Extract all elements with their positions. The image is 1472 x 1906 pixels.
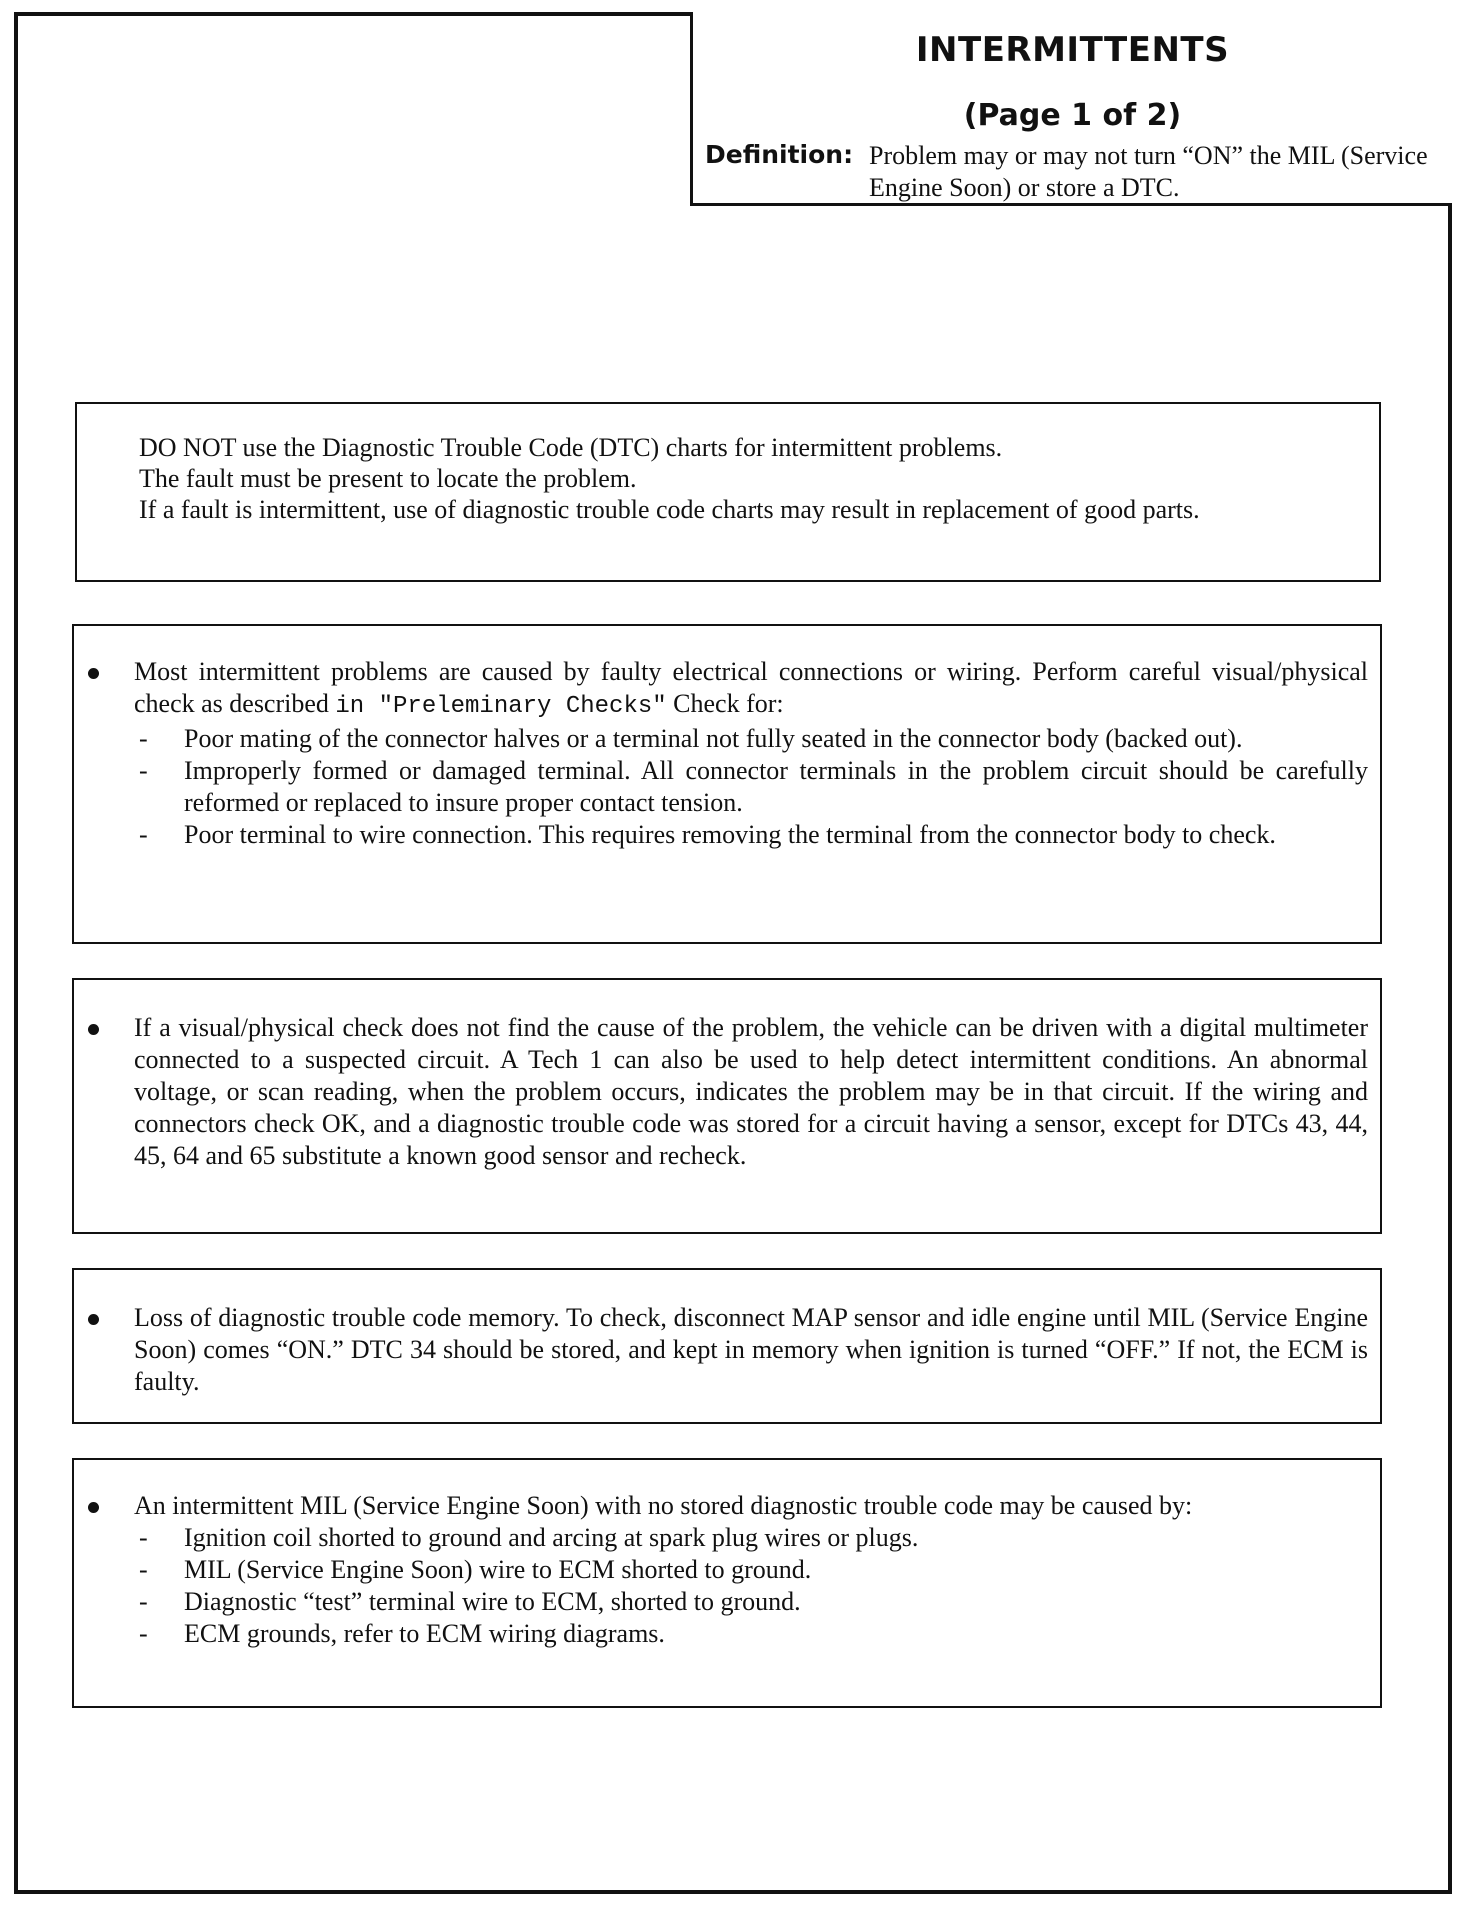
connections-section xyxy=(72,624,1382,944)
note-line-1: DO NOT use the Diagnostic Trouble Code (DTC) charts for intermittent problems. xyxy=(139,433,1003,462)
page-indicator: (Page 1 of 2) xyxy=(963,98,1182,133)
list-item: - Diagnostic “test” terminal wire to ECM, shorted to ground. xyxy=(139,1587,801,1616)
definition-label: Definition: xyxy=(705,140,854,169)
note-line-3: If a fault is intermittent, use of diagnostic trouble code charts may result in replacement of good parts. xyxy=(139,495,1200,524)
bullet-dot xyxy=(88,1502,99,1513)
check-for-label: Check for: xyxy=(666,689,784,718)
memory-loss-section xyxy=(72,1268,1382,1424)
note-line-2: The fault must be present to locate the problem. xyxy=(139,464,637,493)
list-item: - MIL (Service Engine Soon) wire to ECM shorted to ground. xyxy=(139,1555,812,1584)
bullet-dot xyxy=(88,1314,99,1325)
connections-check-list xyxy=(134,723,1368,851)
list-item: - Ignition coil shorted to ground and arcing at spark plug wires or plugs. xyxy=(139,1523,919,1552)
warning-note-box xyxy=(75,402,1381,582)
connections-bullet xyxy=(74,656,1368,851)
driving-test-bullet xyxy=(74,1012,1368,1172)
connections-intro: Most intermittent problems are caused by faulty electrical connections or wiring. Perform careful visual/physical check as described xyxy=(134,657,1368,718)
preliminary-checks-reference: in "Preleminary Checks" xyxy=(335,693,667,720)
bullet-dot xyxy=(88,668,99,679)
bullet-dot xyxy=(88,1024,99,1035)
header-box xyxy=(690,12,1452,206)
intermittent-mil-intro: An intermittent MIL (Service Engine Soon) with no stored diagnostic trouble code may be caused by: xyxy=(134,1491,1193,1520)
list-item: - Poor terminal to wire connection. This requires removing the terminal from the connector body to check. xyxy=(139,820,1276,849)
mil-cause-list xyxy=(134,1522,1368,1650)
page-title: INTERMITTENTS xyxy=(915,30,1230,70)
list-item: - ECM grounds, refer to ECM wiring diagrams. xyxy=(139,1619,665,1648)
memory-loss-bullet xyxy=(74,1302,1368,1398)
driving-test-text: If a visual/physical check does not find the cause of the problem, the vehicle can be driven with a digital multimeter connected to a suspected circuit. A Tech 1 can also be used to help detect intermittent conditions. An abnormal voltage, or scan reading, when the problem occurs, indicates the problem may be in that circuit. If the wiring and connectors check OK, and a diagnostic trouble code was stored for a circuit having a sensor, except for DTCs 43, 44, 45, 64 and 65 substitute a known good sensor and recheck. xyxy=(134,1013,1368,1170)
memory-loss-text: Loss of diagnostic trouble code memory. To check, disconnect MAP sensor and idle engine until MIL (Service Engine Soon) comes “ON.” DTC 34 should be stored, and kept in memory when ignition is turned “OFF.” If not, the ECM is faulty. xyxy=(134,1303,1368,1396)
intermittent-mil-bullet xyxy=(74,1490,1368,1650)
list-item: - Poor mating of the connector halves or a terminal not fully seated in the connector body (backed out). xyxy=(139,724,1243,753)
list-item: - Improperly formed or damaged terminal. All connector terminals in the problem circuit should be carefully reformed or replaced to insure proper contact tension. xyxy=(139,756,1368,817)
definition-text: Problem may or may not turn “ON” the MIL (Service Engine Soon) or store a DTC. xyxy=(869,141,1428,202)
driving-test-section xyxy=(72,978,1382,1234)
intermittent-mil-section xyxy=(72,1458,1382,1708)
